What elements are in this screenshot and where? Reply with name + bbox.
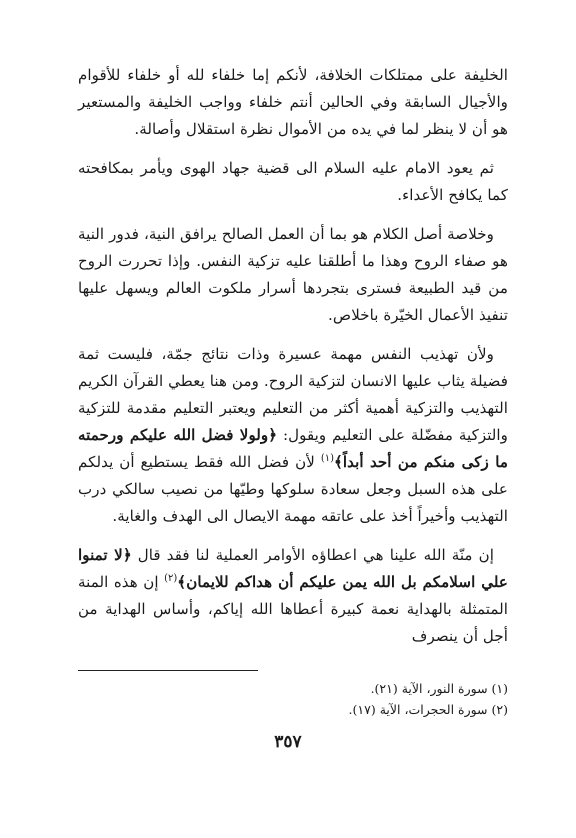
paragraph-text: إن منّة الله علينا هي اعطاؤه الأوامر العملية لنا فقد قال <box>131 546 494 564</box>
footnote-1: (١) سورة النور، الآية (٢١). <box>370 681 508 696</box>
quran-verse: ﴿لا تمنوا علي اسلامكم بل الله يمن عليكم أن هداكم للايمان﴾ <box>78 546 508 591</box>
page-number: ٣٥٧ <box>274 732 302 752</box>
paragraph-text: إن هذه المنة المتمثلة بالهداية نعمة كبيرة أعطاها الله إياكم، وأساس الهداية من أجل أن ينصرف <box>78 573 508 645</box>
paragraph <box>78 542 508 650</box>
footnote-reference: (١) <box>320 452 335 464</box>
paragraph-text: وخلاصة أصل الكلام هو بما أن العمل الصالح يرافق النية، فدور النية هو صفاء الروح وهذا ما أطلقنا عليه تزكية النفس. وإذا تحررت الروح من قيد الطبيعة فسترى بتجردها أسرار ملكوت العالم ويسهل عليها تنفيذ الأعمال الخيّرة باخلاص. <box>78 225 508 324</box>
paragraph-text: ثم يعود الامام عليه السلام الى قضية جهاد الهوى ويأمر بمكافحته كما يكافح الأعداء. <box>78 159 508 204</box>
paragraph-text: الخليفة على ممتلكات الخلافة، لأنكم إما خلفاء لله أو خلفاء للأقوام والأجيال السابقة وفي الحالين أنتم خلفاء وواجب الخليفة والمستعير هو أن لا ينظر لما في يده من الأموال نظرة استقلال وأصالة. <box>78 66 508 138</box>
paragraph <box>78 221 508 329</box>
paragraph <box>78 62 508 143</box>
footnote-reference: (٢) <box>164 572 178 584</box>
footnote-divider <box>78 670 258 671</box>
paragraph <box>78 155 508 209</box>
paragraph-text: لأن فضل الله فقط يستطيع أن يدلكم على هذه السبل وجعل سعادة سلوكها وطيّها من نصيب سالكي درب التهذيب وأخيراً أخذ على عاتقه مهمة الايصال الى الهدف والغاية. <box>78 453 508 525</box>
paragraph <box>78 341 508 530</box>
quran-verse: ﴿ولولا فضل الله عليكم ورحمته ما زكى منكم من أحد أبداً﴾ <box>78 426 508 471</box>
paragraph-text: ولأن تهذيب النفس مهمة عسيرة وذات نتائج جمّة، فليست ثمة فضيلة يثاب عليها الانسان لتزكية الروح. ومن هنا يعطي القرآن الكريم التهذيب والتزكية أهمية أكثر من التعليم ويعتبر التعليم مقدمة للتزكية والتزكية مفضّلة على التعليم ويقول: <box>78 345 508 444</box>
body-text <box>78 62 508 662</box>
footnotes <box>78 678 508 720</box>
footnote-2: (٢) سورة الحجرات، الآية (١٧). <box>348 702 508 717</box>
